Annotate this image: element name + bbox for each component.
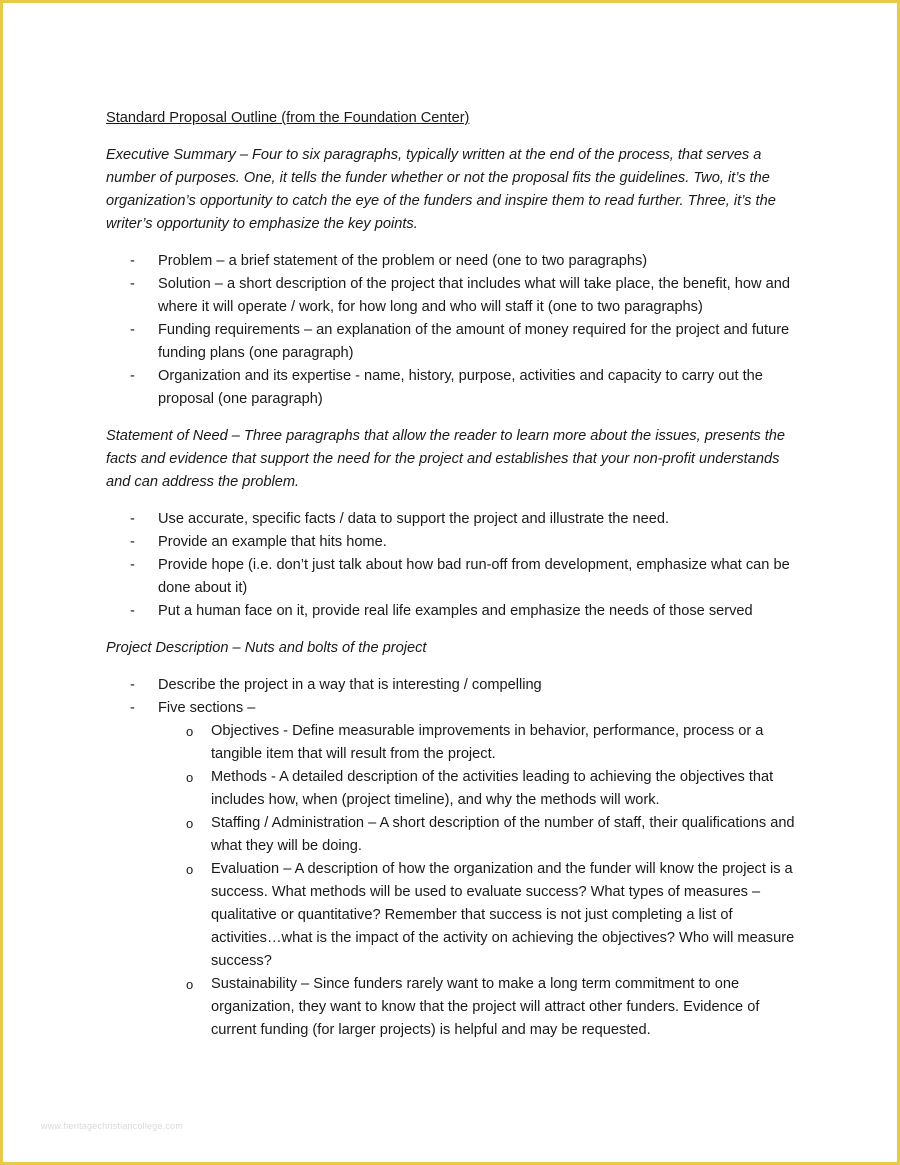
list-item: - Describe the project in a way that is interesting / compelling — [106, 674, 797, 697]
dash-bullet: - — [130, 253, 135, 269]
list-item: - Provide an example that hits home. — [106, 531, 797, 554]
dash-bullet: - — [130, 368, 135, 384]
circle-bullet: o — [186, 770, 194, 785]
document-title: Standard Proposal Outline (from the Foundation Center) — [106, 110, 470, 126]
dash-bullet: - — [130, 677, 135, 693]
statement-of-need-list — [106, 508, 797, 623]
executive-summary-list — [106, 250, 797, 411]
dash-bullet: - — [130, 557, 135, 573]
circle-bullet: o — [186, 816, 194, 831]
dash-bullet: - — [130, 534, 135, 550]
executive-summary-intro: Executive Summary – Four to six paragraphs, typically written at the end of the process, that serves a number of purposes. One, it tells the funder whether or not the proposal fits the guidelines. Two, it’s the organization’s opportunity to catch the eye of the funders and inspire them to read further. Three, it’s the writer’s opportunity to emphasize the key points. — [106, 147, 776, 232]
document-page — [3, 3, 897, 1162]
sub-list-item: o Sustainability – Since funders rarely want to make a long term commitment to one organization, they want to know that the project will attract other funders. Evidence of current funding (for larger projects) is helpful and may be requested. — [106, 973, 797, 1042]
watermark: www.heritagechristiancollege.com — [41, 1121, 183, 1131]
dash-bullet: - — [130, 276, 135, 292]
dash-bullet: - — [130, 700, 135, 716]
circle-bullet: o — [186, 724, 194, 739]
list-item: - Five sections – o Objectives - Define measurable improvements in behavior, performance, process or a tangible item that will result from the project. o Methods - A detailed description of the activities leading to achieving the objectives that includes how, when (project timeline), and why the methods will work. o Staffing / Administration – A short description of the number of staff, their qualifications and what they will be doing. o Evaluation – A description of how the organization and the funder will know the project is a success. What methods will be used to evaluate success? What types of measures – qualitative or quantitative? Remember that success is not just completing a list of activities…what is the impact of the activity on achieving the objectives? Who will measure success? o Sustainability – Since funders rarely want to make a long term commitment to one organization, they want to know that the project will attract other funders. Evidence of current funding (for larger projects) is helpful and may be requested. — [106, 697, 797, 1042]
circle-bullet: o — [186, 862, 194, 877]
list-item: - Provide hope (i.e. don’t just talk about how bad run-off from development, emphasize what can be done about it) — [106, 554, 797, 600]
list-item: - Put a human face on it, provide real life examples and emphasize the needs of those served — [106, 600, 797, 623]
statement-of-need-intro: Statement of Need – Three paragraphs that allow the reader to learn more about the issues, presents the facts and evidence that support the need for the project and establishes that your non-profit understands and can address the problem. — [106, 428, 786, 490]
dash-bullet: - — [130, 322, 135, 338]
dash-bullet: - — [130, 603, 135, 619]
sub-list-item: o Objectives - Define measurable improvements in behavior, performance, process or a tangible item that will result from the project. — [106, 720, 797, 766]
list-item: - Problem – a brief statement of the problem or need (one to two paragraphs) — [106, 250, 797, 273]
list-item: - Organization and its expertise - name, history, purpose, activities and capacity to carry out the proposal (one paragraph) — [106, 365, 797, 411]
project-description-intro: Project Description – Nuts and bolts of the project — [106, 640, 427, 656]
dash-bullet: - — [130, 511, 135, 527]
sub-list-item: o Staffing / Administration – A short description of the number of staff, their qualifications and what they will be doing. — [106, 812, 797, 858]
list-item: - Funding requirements – an explanation of the amount of money required for the project and future funding plans (one paragraph) — [106, 319, 797, 365]
sub-list-item: o Evaluation – A description of how the organization and the funder will know the project is a success. What methods will be used to evaluate success? What types of measures – qualitative or quantitative? Remember that success is not just completing a list of activities…what is the impact of the activity on achieving the objectives? Who will measure success? — [106, 858, 797, 973]
project-description-list — [106, 674, 797, 1042]
circle-bullet: o — [186, 977, 194, 992]
sub-list-item: o Methods - A detailed description of the activities leading to achieving the objectives that includes how, when (project timeline), and why the methods will work. — [106, 766, 797, 812]
five-sections-list — [158, 720, 797, 1042]
list-item: - Solution – a short description of the project that includes what will take place, the benefit, how and where it will operate / work, for how long and who will staff it (one to two paragraphs) — [106, 273, 797, 319]
list-item: - Use accurate, specific facts / data to support the project and illustrate the need. — [106, 508, 797, 531]
